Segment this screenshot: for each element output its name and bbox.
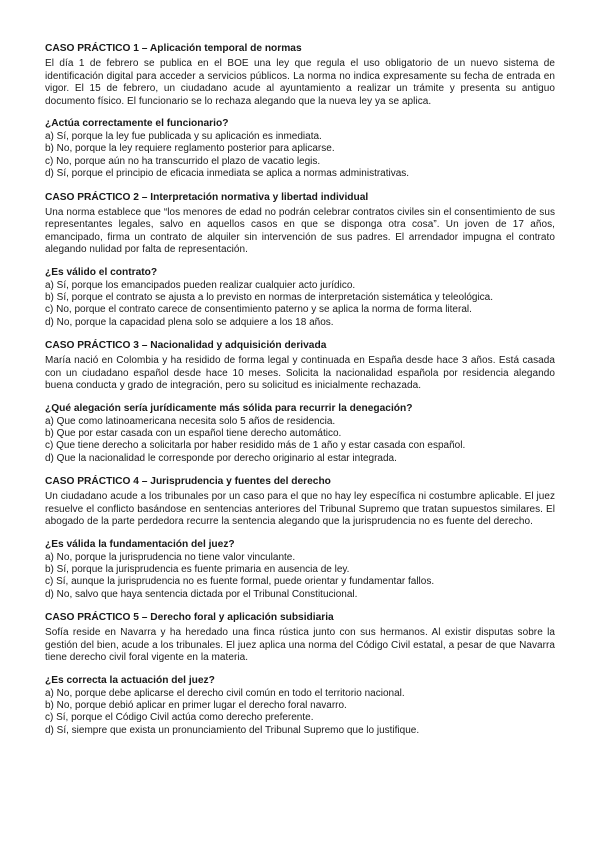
case-question: ¿Es válido el contrato? bbox=[45, 266, 158, 278]
case-title: CASO PRÁCTICO 5 – Derecho foral y aplicación subsidiaria bbox=[45, 612, 334, 624]
option-a: a) Sí, porque los emancipados pueden realizar cualquier acto jurídico. bbox=[45, 279, 356, 291]
case-title: CASO PRÁCTICO 1 – Aplicación temporal de normas bbox=[45, 43, 302, 54]
option-b: b) Sí, porque la jurisprudencia es fuente primaria en ausencia de ley. bbox=[45, 563, 350, 575]
case-question: ¿Actúa correctamente el funcionario? bbox=[45, 118, 229, 130]
option-a: a) No, porque debe aplicarse el derecho civil común en todo el territorio nacional. bbox=[45, 687, 405, 699]
case-title: CASO PRÁCTICO 3 – Nacionalidad y adquisición derivada bbox=[45, 340, 327, 352]
option-d: d) Que la nacionalidad le corresponde por derecho originario al estar integrada. bbox=[45, 452, 397, 464]
option-a: a) Sí, porque la ley fue publicada y su aplicación es inmediata. bbox=[45, 130, 322, 142]
case-4 bbox=[45, 475, 555, 601]
case-statement: Una norma establece que “los menores de edad no podrán celebrar contratos civiles sin el consentimiento de sus representantes legales, salvo en aquellos casos en que se disponga otra cosa”. Un joven de 17 años, emancipado, firma un contrato de alquiler sin intervención de sus padres. El arrendador impugna el contrato alegando nulidad por falta de representación. bbox=[45, 206, 555, 256]
case-title: CASO PRÁCTICO 4 – Jurisprudencia y fuentes del derecho bbox=[45, 476, 331, 488]
option-d: d) No, porque la capacidad plena solo se adquiere a los 18 años. bbox=[45, 316, 334, 328]
case-question: ¿Es correcta la actuación del juez? bbox=[45, 674, 215, 686]
case-title: CASO PRÁCTICO 2 – Interpretación normativa y libertad individual bbox=[45, 191, 369, 203]
options-list bbox=[45, 280, 555, 330]
case-statement: María nació en Colombia y ha residido de forma legal y continuada en España desde hace 3 años. Está casada con un ciudadano español desde hace 10 meses. Solicita la nacionalidad española por residencia alegando buena conducta y grado de integración, pero su solicitud es inicialmente rechazada. bbox=[45, 355, 555, 392]
option-b: b) Sí, porque el contrato se ajusta a lo previsto en normas de interpretación sistemática y teleológica. bbox=[45, 291, 494, 303]
case-statement: Sofía reside en Navarra y ha heredado una finca rústica junto con sus hermanos. Al existir disputas sobre la gestión del bien, acude a los tribunales. El juez aplica una norma del Código Civil estatal, a pesar de que Navarra tiene derecho civil foral vigente en la materia. bbox=[45, 627, 555, 664]
case-5 bbox=[45, 611, 555, 737]
option-a: a) Que como latinoamericana necesita solo 5 años de residencia. bbox=[45, 415, 336, 427]
option-c: c) Que tiene derecho a solicitarla por haber residido más de 1 año y estar casada con español. bbox=[45, 440, 466, 452]
option-d: d) Sí, porque el principio de eficacia inmediata se aplica a normas administrativas. bbox=[45, 168, 410, 180]
case-question: ¿Es válida la fundamentación del juez? bbox=[45, 538, 235, 550]
option-b: b) No, porque la ley requiere reglamento posterior para aplicarse. bbox=[45, 143, 335, 155]
option-c: c) Sí, aunque la jurisprudencia no es fuente formal, puede orientar y fundamentar fallos. bbox=[45, 576, 435, 588]
option-a: a) No, porque la jurisprudencia no tiene valor vinculante. bbox=[45, 551, 296, 563]
document-page bbox=[45, 42, 555, 747]
option-c: c) No, porque el contrato carece de consentimiento paterno y se aplica la norma de forma literal. bbox=[45, 304, 472, 316]
options-list bbox=[45, 552, 555, 602]
case-question: ¿Qué alegación sería jurídicamente más sólida para recurrir la denegación? bbox=[45, 402, 413, 414]
case-2 bbox=[45, 191, 555, 330]
option-b: b) Que por estar casada con un español tiene derecho automático. bbox=[45, 427, 342, 439]
case-1 bbox=[45, 42, 555, 181]
option-c: c) Sí, porque el Código Civil actúa como derecho preferente. bbox=[45, 712, 314, 724]
case-3 bbox=[45, 339, 555, 465]
option-d: d) No, salvo que haya sentencia dictada por el Tribunal Constitucional. bbox=[45, 588, 358, 600]
case-statement: El día 1 de febrero se publica en el BOE una ley que regula el uso obligatorio de un nuevo sistema de identificación digital para acceder a servicios públicos. La norma no indica expresamente su fecha de entrada en vigor. El 15 de febrero, un ciudadano acude al ayuntamiento a realizar un trámite y presenta su antiguo documento físico. El funcionario se lo rechaza alegando que la nueva ley ya se aplica. bbox=[45, 58, 555, 107]
option-c: c) No, porque aún no ha transcurrido el plazo de vacatio legis. bbox=[45, 155, 321, 167]
options-list bbox=[45, 131, 555, 181]
option-d: d) Sí, siempre que exista un pronunciamiento del Tribunal Supremo que lo justifique. bbox=[45, 724, 420, 736]
case-statement: Un ciudadano acude a los tribunales por un caso para el que no hay ley específica ni costumbre aplicable. El juez resuelve el conflicto basándose en sentencias anteriores del Tribunal Supremo que tratan supuestos similares. El abogado de la parte perdedora recurre la sentencia alegando que la jurisprudencia no es fuente del derecho. bbox=[45, 491, 555, 528]
options-list bbox=[45, 416, 555, 466]
options-list bbox=[45, 688, 555, 738]
option-b: b) No, porque debió aplicar en primer lugar el derecho foral navarro. bbox=[45, 699, 347, 711]
